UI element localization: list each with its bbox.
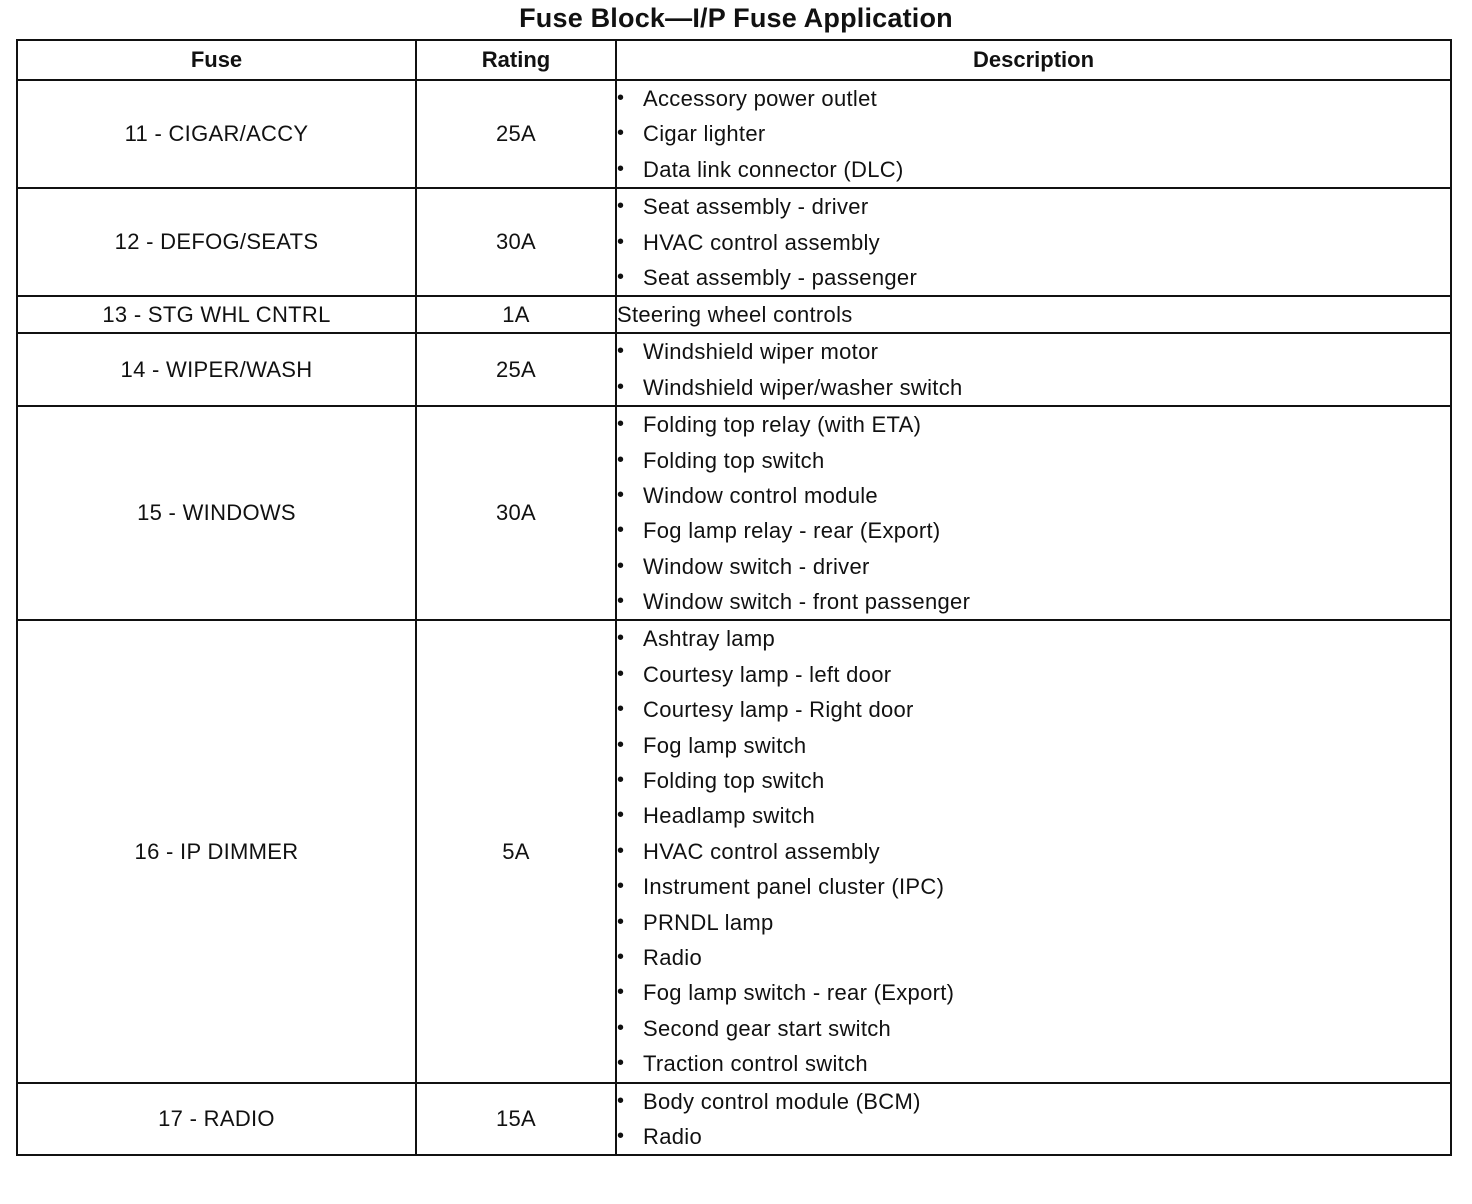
list-item: • Fog lamp relay - rear (Export) [617,513,1450,548]
fuse-cell: 17 - RADIO [17,1083,416,1156]
list-item: • Ashtray lamp [617,621,1450,656]
rating-cell: 15A [416,1083,616,1156]
list-item: • Courtesy lamp - Right door [617,692,1450,727]
column-header-rating: Rating [416,40,616,80]
description-list [617,81,1450,187]
table-row [17,406,1451,620]
list-item: • Headlamp switch [617,798,1450,833]
list-item: • HVAC control assembly [617,225,1450,260]
list-item: • Fog lamp switch - rear (Export) [617,975,1450,1010]
rating-cell: 25A [416,80,616,188]
table-row [17,188,1451,296]
list-item: • Window control module [617,478,1450,513]
list-item: • Instrument panel cluster (IPC) [617,869,1450,904]
description-cell [616,620,1451,1082]
table-row [17,296,1451,333]
list-item: • Window switch - driver [617,549,1450,584]
page-title: Fuse Block—I/P Fuse Application [519,3,953,33]
list-item: • Seat assembly - driver [617,189,1450,224]
fuse-cell: 16 - IP DIMMER [17,620,416,1082]
description-list [617,1084,1450,1155]
rating-cell: 25A [416,333,616,406]
column-header-fuse: Fuse [17,40,416,80]
list-item: • Accessory power outlet [617,81,1450,116]
list-item: • Windshield wiper/washer switch [617,370,1450,405]
list-item: • Courtesy lamp - left door [617,657,1450,692]
description-cell [616,1083,1451,1156]
list-item: • Folding top switch [617,443,1450,478]
list-item: • Fog lamp switch [617,728,1450,763]
fuse-application-table [16,39,1452,1156]
description-cell [616,80,1451,188]
list-item: • Folding top relay (with ETA) [617,407,1450,442]
list-item: • Window switch - front passenger [617,584,1450,619]
list-item: • Traction control switch [617,1046,1450,1081]
table-row [17,620,1451,1082]
description-list [617,334,1450,405]
list-item: • Windshield wiper motor [617,334,1450,369]
rating-cell: 30A [416,406,616,620]
description-cell [616,333,1451,406]
table-row [17,333,1451,406]
description-list [617,407,1450,619]
list-item: • Cigar lighter [617,116,1450,151]
description-list [617,189,1450,295]
fuse-cell: 12 - DEFOG/SEATS [17,188,416,296]
fuse-cell: 15 - WINDOWS [17,406,416,620]
description-cell [616,188,1451,296]
list-item: • Seat assembly - passenger [617,260,1450,295]
table-header-row [17,40,1451,80]
description-list [617,621,1450,1081]
list-item: • Second gear start switch [617,1011,1450,1046]
list-item: • Folding top switch [617,763,1450,798]
fuse-cell: 11 - CIGAR/ACCY [17,80,416,188]
fuse-cell: 14 - WIPER/WASH [17,333,416,406]
rating-cell: 30A [416,188,616,296]
list-item: • Data link connector (DLC) [617,152,1450,187]
column-header-description: Description [616,40,1451,80]
table-row [17,1083,1451,1156]
description-cell [616,296,1451,333]
description-text: Steering wheel controls [617,302,853,328]
table-row [17,80,1451,188]
rating-cell: 5A [416,620,616,1082]
description-cell [616,406,1451,620]
fuse-cell: 13 - STG WHL CNTRL [17,296,416,333]
list-item: • Body control module (BCM) [617,1084,1450,1119]
list-item: • PRNDL lamp [617,905,1450,940]
rating-cell: 1A [416,296,616,333]
list-item: • Radio [617,940,1450,975]
list-item: • HVAC control assembly [617,834,1450,869]
list-item: • Radio [617,1119,1450,1154]
